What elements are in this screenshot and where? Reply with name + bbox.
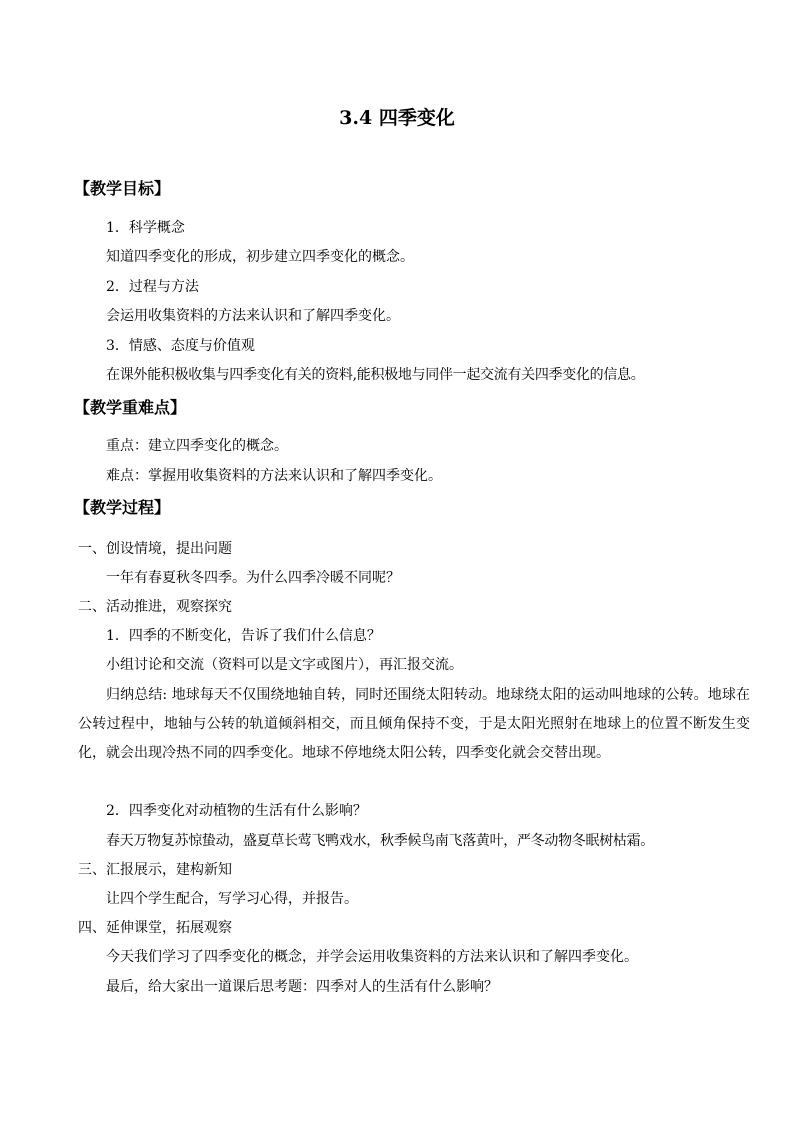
- goal-item: 在课外能积极收集与四季变化有关的资料,能积极地与同伴一起交流有关四季变化的信息。: [106, 367, 645, 383]
- goal-item: 1．科学概念: [106, 220, 185, 236]
- section-text: 一年有春夏秋冬四季。为什么四季冷暖不同呢？: [106, 570, 400, 586]
- summary-paragraph: 归纳总结: 地球每天不仅围绕地轴自转，同时还围绕太阳转动。地球绕太阳的运动叫地球的公转。地球在公转过程中，地轴与公转的轨道倾斜相交，而且倾角保持不变，于是太阳光照射在地球上的位置不断发生变化，就会出现冷热不同的四季变化。地球不停地绕太阳公转，四季变化就会交替出现。: [78, 687, 750, 761]
- section-text: 小组讨论和交流（资料可以是文字或图片），再汇报交流。: [106, 657, 463, 673]
- keypoints-heading: 【教学重难点】: [74, 398, 187, 417]
- keypoint-item: 重点：建立四季变化的概念。: [106, 438, 288, 454]
- section-title: 三、汇报展示，建构新知: [78, 862, 232, 878]
- keypoint-item: 难点：掌握用收集资料的方法来认识和了解四季变化。: [106, 468, 442, 484]
- goal-item: 知道四季变化的形成，初步建立四季变化的概念。: [106, 249, 414, 265]
- section-title: 四、延伸课堂，拓展观察: [78, 920, 232, 936]
- section-title: 二、活动推进，观察探究: [78, 599, 232, 615]
- question-text: 1．四季的不断变化，告诉了我们什么信息？: [106, 628, 381, 644]
- section-text: 最后，给大家出一道课后思考题：四季对人的生活有什么影响？: [106, 979, 498, 995]
- section-text: 让四个学生配合，写学习心得，并报告。: [106, 891, 358, 907]
- section-text: 今天我们学习了四季变化的概念，并学会运用收集资料的方法来认识和了解四季变化。: [106, 949, 638, 965]
- page-title: 3.4 四季变化: [339, 107, 455, 129]
- question-text: 2．四季变化对动植物的生活有什么影响？: [106, 803, 367, 819]
- goal-item: 2．过程与方法: [106, 279, 199, 295]
- goals-heading: 【教学目标】: [74, 179, 171, 198]
- process-heading: 【教学过程】: [74, 498, 171, 517]
- section-title: 一、创设情境，提出问题: [78, 541, 232, 557]
- section-text: 春天万物复苏惊蛰动，盛夏草长莺飞鸭戏水，秋季候鸟南飞落黄叶，严冬动物冬眠树枯霜。: [106, 833, 654, 849]
- goal-item: 3．情感、态度与价值观: [106, 338, 255, 354]
- goal-item: 会运用收集资料的方法来认识和了解四季变化。: [106, 308, 400, 324]
